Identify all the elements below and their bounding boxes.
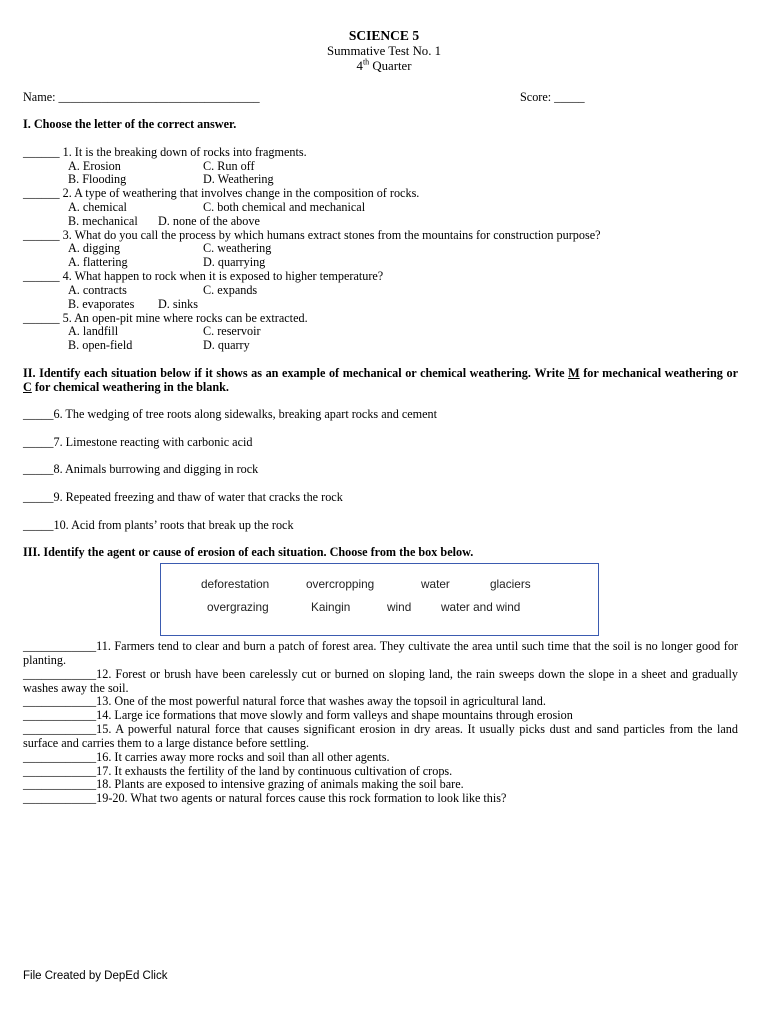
part3-item-17: ____________17. It exhausts the fertility of the land by continuous cultivation of crops. <box>23 764 453 778</box>
q4-option-c: C. expands <box>203 283 258 297</box>
test-subtitle: Summative Test No. 1 <box>326 44 442 58</box>
q5-option-b: B. open-field <box>68 338 133 352</box>
word-choice: Kaingin <box>311 600 351 614</box>
q1-option-a: A. Erosion <box>68 159 121 173</box>
test-title: SCIENCE 5 <box>348 28 420 43</box>
q2-option-b: B. mechanical <box>68 214 138 228</box>
q3-option-d: D. quarrying <box>203 255 266 269</box>
q5-option-c: C. reservoir <box>203 324 261 338</box>
q2-option-c: C. both chemical and mechanical <box>203 200 366 214</box>
question-5: ______ 5. An open-pit mine where rocks can be extracted. <box>23 311 308 325</box>
word-choice: overgrazing <box>207 600 269 614</box>
part3-item-13: ____________13. One of the most powerful natural force that washes away the topsoil in agricultural land. <box>23 694 546 708</box>
q2-option-a: A. chemical <box>68 200 127 214</box>
word-choice: deforestation <box>201 577 270 591</box>
part2-item-10: _____10. Acid from plants’ roots that break up the rock <box>23 518 294 532</box>
word-choice: water and wind <box>441 600 521 614</box>
word-choice: glaciers <box>490 577 531 591</box>
part2-item-7: _____7. Limestone reacting with carbonic acid <box>23 435 253 449</box>
word-choice: overcropping <box>306 577 375 591</box>
part3-item-15: ____________15. A powerful natural force that causes significant erosion in dry areas. It usually picks dust and sand particles from the land surface and carries them to a large distance before settling. <box>23 722 738 750</box>
name-field[interactable]: Name: _________________________________ <box>23 90 260 104</box>
q1-option-c: C. Run off <box>203 159 255 173</box>
part2-heading: II. Identify each situation below if it shows as an example of mechanical or chemical weathering. Write M for mechanical weathering or C for chemical weathering in the blank. <box>23 366 738 394</box>
quarter-label: 4th Quarter <box>356 57 412 73</box>
q4-option-b: B. evaporates <box>68 297 135 311</box>
part1-heading: I. Choose the letter of the correct answer. <box>23 117 237 131</box>
question-3: ______ 3. What do you call the process by which humans extract stones from the mountains for construction purpose? <box>23 228 601 242</box>
part3-item-14: ____________14. Large ice formations that move slowly and form valleys and shape mountains through erosion <box>23 708 573 722</box>
question-4: ______ 4. What happen to rock when it is exposed to higher temperature? <box>23 269 384 283</box>
part2-item-6: _____6. The wedging of tree roots along sidewalks, breaking apart rocks and cement <box>23 407 438 421</box>
word-choice: water <box>421 577 450 591</box>
score-field[interactable]: Score: _____ <box>520 90 585 104</box>
q4-option-d: D. sinks <box>158 297 198 311</box>
part3-item-19-20: ____________19-20. What two agents or natural forces cause this rock formation to look like this? <box>23 791 507 805</box>
q3-option-a: A. digging <box>68 241 121 255</box>
q1-option-b: B. Flooding <box>68 172 127 186</box>
part3-item-18: ____________18. Plants are exposed to intensive grazing of animals making the soil bare. <box>23 777 464 791</box>
q5-option-d: D. quarry <box>203 338 250 352</box>
q2-option-d: D. none of the above <box>158 214 260 228</box>
part2-item-9: _____9. Repeated freezing and thaw of water that cracks the rock <box>23 490 343 504</box>
part3-item-12: ____________12. Forest or brush have been carelessly cut or burned on sloping land, the rain sweeps down the slope in a sheet and gradually washes away the soil. <box>23 667 738 695</box>
part3-item-11: ____________11. Farmers tend to clear and burn a patch of forest area. They cultivate the area until such time that the soil is no longer good for planting. <box>23 639 738 667</box>
question-2: ______ 2. A type of weathering that involves change in the composition of rocks. <box>23 186 420 200</box>
q1-option-d: D. Weathering <box>203 172 274 186</box>
q3-option-b: A. flattering <box>68 255 128 269</box>
part3-heading: III. Identify the agent or cause of erosion of each situation. Choose from the box below. <box>23 545 474 559</box>
question-1: ______ 1. It is the breaking down of rocks into fragments. <box>23 145 307 159</box>
q4-option-a: A. contracts <box>68 283 127 297</box>
q5-option-a: A. landfill <box>68 324 119 338</box>
footer-credit: File Created by DepEd Click <box>23 970 168 982</box>
word-choice-box <box>160 563 599 636</box>
word-choice: wind <box>387 600 412 614</box>
part2-item-8: _____8. Animals burrowing and digging in rock <box>23 462 259 476</box>
q3-option-c: C. weathering <box>203 241 272 255</box>
part3-item-16: ____________16. It carries away more rocks and soil than all other agents. <box>23 750 390 764</box>
